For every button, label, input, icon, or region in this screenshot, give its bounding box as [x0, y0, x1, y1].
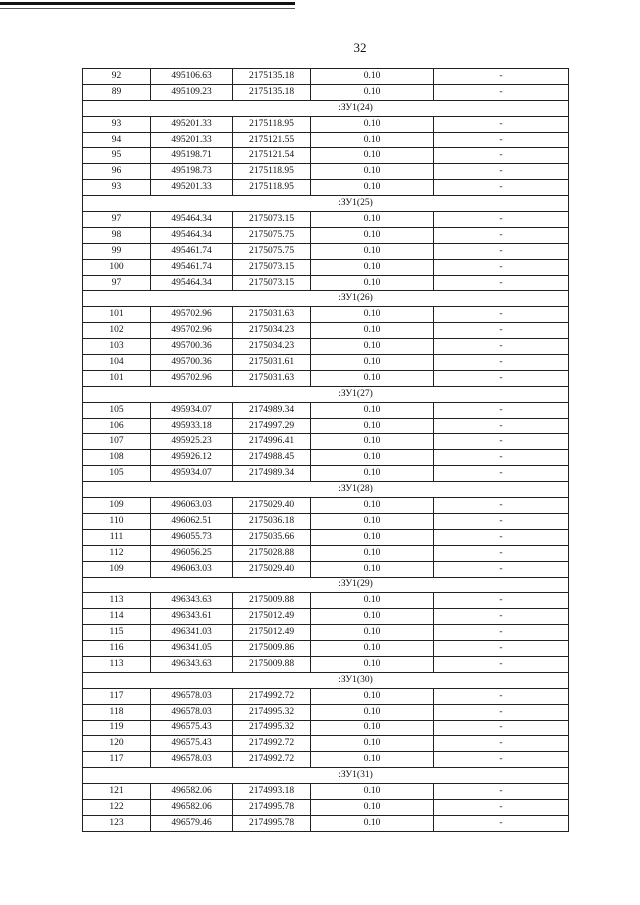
table-row	[83, 752, 569, 768]
header-rule	[0, 2, 295, 5]
accuracy-cell: 0.10	[311, 656, 434, 672]
y-coordinate-cell: 2175121.55	[233, 132, 311, 148]
point-number-cell: 101	[83, 370, 151, 386]
accuracy-cell: 0.10	[311, 513, 434, 529]
accuracy-cell: 0.10	[311, 132, 434, 148]
point-number-cell: 123	[83, 815, 151, 831]
x-coordinate-cell: 495934.07	[151, 466, 233, 482]
y-coordinate-cell: 2175031.63	[233, 370, 311, 386]
x-coordinate-cell: 495933.18	[151, 418, 233, 434]
y-coordinate-cell: 2175031.63	[233, 307, 311, 323]
y-coordinate-cell: 2175035.66	[233, 529, 311, 545]
y-coordinate-cell: 2174992.72	[233, 736, 311, 752]
point-number-cell: 112	[83, 545, 151, 561]
point-number-cell: 117	[83, 752, 151, 768]
x-coordinate-cell: 496341.05	[151, 641, 233, 657]
table-row	[83, 799, 569, 815]
note-cell: -	[434, 498, 569, 514]
y-coordinate-cell: 2175009.88	[233, 656, 311, 672]
section-label: :ЗУ1(29)	[83, 577, 569, 593]
table-row	[83, 736, 569, 752]
y-coordinate-cell: 2174996.41	[233, 434, 311, 450]
note-cell: -	[434, 402, 569, 418]
note-cell: -	[434, 688, 569, 704]
x-coordinate-cell: 495925.23	[151, 434, 233, 450]
point-number-cell: 95	[83, 148, 151, 164]
y-coordinate-cell: 2175118.95	[233, 164, 311, 180]
section-header-row	[83, 672, 569, 688]
x-coordinate-cell: 496578.03	[151, 752, 233, 768]
table-row	[83, 529, 569, 545]
note-cell: -	[434, 641, 569, 657]
note-cell: -	[434, 69, 569, 85]
y-coordinate-cell: 2175029.40	[233, 561, 311, 577]
x-coordinate-cell: 495198.71	[151, 148, 233, 164]
point-number-cell: 114	[83, 609, 151, 625]
note-cell: -	[434, 84, 569, 100]
table-row	[83, 84, 569, 100]
x-coordinate-cell: 496341.03	[151, 625, 233, 641]
point-number-cell: 96	[83, 164, 151, 180]
point-number-cell: 113	[83, 593, 151, 609]
note-cell: -	[434, 307, 569, 323]
table-row	[83, 561, 569, 577]
accuracy-cell: 0.10	[311, 545, 434, 561]
y-coordinate-cell: 2174988.45	[233, 450, 311, 466]
y-coordinate-cell: 2175009.88	[233, 593, 311, 609]
table-row	[83, 434, 569, 450]
note-cell: -	[434, 752, 569, 768]
point-number-cell: 99	[83, 243, 151, 259]
table-row	[83, 593, 569, 609]
table-row	[83, 720, 569, 736]
note-cell: -	[434, 116, 569, 132]
y-coordinate-cell: 2175118.95	[233, 116, 311, 132]
x-coordinate-cell: 495201.33	[151, 180, 233, 196]
point-number-cell: 107	[83, 434, 151, 450]
accuracy-cell: 0.10	[311, 370, 434, 386]
note-cell: -	[434, 243, 569, 259]
table-row	[83, 259, 569, 275]
point-number-cell: 120	[83, 736, 151, 752]
point-number-cell: 115	[83, 625, 151, 641]
y-coordinate-cell: 2175118.95	[233, 180, 311, 196]
note-cell: -	[434, 434, 569, 450]
x-coordinate-cell: 496063.03	[151, 561, 233, 577]
note-cell: -	[434, 466, 569, 482]
accuracy-cell: 0.10	[311, 355, 434, 371]
y-coordinate-cell: 2175135.18	[233, 84, 311, 100]
accuracy-cell: 0.10	[311, 307, 434, 323]
accuracy-cell: 0.10	[311, 116, 434, 132]
note-cell: -	[434, 784, 569, 800]
accuracy-cell: 0.10	[311, 688, 434, 704]
note-cell: -	[434, 212, 569, 228]
section-header-row	[83, 768, 569, 784]
y-coordinate-cell: 2175135.18	[233, 69, 311, 85]
point-number-cell: 93	[83, 180, 151, 196]
x-coordinate-cell: 496055.73	[151, 529, 233, 545]
y-coordinate-cell: 2175012.49	[233, 609, 311, 625]
note-cell: -	[434, 561, 569, 577]
y-coordinate-cell: 2175012.49	[233, 625, 311, 641]
y-coordinate-cell: 2175073.15	[233, 212, 311, 228]
point-number-cell: 109	[83, 498, 151, 514]
table-row	[83, 227, 569, 243]
accuracy-cell: 0.10	[311, 323, 434, 339]
accuracy-cell: 0.10	[311, 212, 434, 228]
note-cell: -	[434, 529, 569, 545]
note-cell: -	[434, 339, 569, 355]
table-row	[83, 180, 569, 196]
x-coordinate-cell: 495106.63	[151, 69, 233, 85]
y-coordinate-cell: 2175073.15	[233, 259, 311, 275]
accuracy-cell: 0.10	[311, 148, 434, 164]
y-coordinate-cell: 2175075.75	[233, 243, 311, 259]
y-coordinate-cell: 2175034.23	[233, 339, 311, 355]
accuracy-cell: 0.10	[311, 466, 434, 482]
accuracy-cell: 0.10	[311, 69, 434, 85]
y-coordinate-cell: 2175009.86	[233, 641, 311, 657]
point-number-cell: 102	[83, 323, 151, 339]
accuracy-cell: 0.10	[311, 736, 434, 752]
point-number-cell: 89	[83, 84, 151, 100]
section-header-row	[83, 482, 569, 498]
section-header-row	[83, 386, 569, 402]
coordinates-table	[82, 68, 569, 832]
note-cell: -	[434, 704, 569, 720]
x-coordinate-cell: 495201.33	[151, 116, 233, 132]
note-cell: -	[434, 656, 569, 672]
note-cell: -	[434, 625, 569, 641]
section-label: :ЗУ1(30)	[83, 672, 569, 688]
y-coordinate-cell: 2175073.15	[233, 275, 311, 291]
y-coordinate-cell: 2175121.54	[233, 148, 311, 164]
x-coordinate-cell: 496062.51	[151, 513, 233, 529]
table-row	[83, 609, 569, 625]
section-label: :ЗУ1(24)	[83, 100, 569, 116]
point-number-cell: 105	[83, 466, 151, 482]
table-row	[83, 704, 569, 720]
point-number-cell: 97	[83, 275, 151, 291]
table-row	[83, 132, 569, 148]
table-row	[83, 164, 569, 180]
x-coordinate-cell: 495109.23	[151, 84, 233, 100]
x-coordinate-cell: 495461.74	[151, 259, 233, 275]
x-coordinate-cell: 496343.63	[151, 656, 233, 672]
x-coordinate-cell: 496056.25	[151, 545, 233, 561]
point-number-cell: 100	[83, 259, 151, 275]
table-row	[83, 323, 569, 339]
accuracy-cell: 0.10	[311, 434, 434, 450]
x-coordinate-cell: 496575.43	[151, 736, 233, 752]
x-coordinate-cell: 495934.07	[151, 402, 233, 418]
x-coordinate-cell: 495702.96	[151, 307, 233, 323]
y-coordinate-cell: 2174989.34	[233, 466, 311, 482]
note-cell: -	[434, 180, 569, 196]
point-number-cell: 111	[83, 529, 151, 545]
table-row	[83, 212, 569, 228]
y-coordinate-cell: 2174992.72	[233, 688, 311, 704]
point-number-cell: 92	[83, 69, 151, 85]
table-row	[83, 688, 569, 704]
point-number-cell: 108	[83, 450, 151, 466]
section-header-row	[83, 196, 569, 212]
y-coordinate-cell: 2174995.32	[233, 720, 311, 736]
x-coordinate-cell: 496575.43	[151, 720, 233, 736]
point-number-cell: 98	[83, 227, 151, 243]
accuracy-cell: 0.10	[311, 799, 434, 815]
table-row	[83, 656, 569, 672]
point-number-cell: 116	[83, 641, 151, 657]
point-number-cell: 105	[83, 402, 151, 418]
x-coordinate-cell: 496063.03	[151, 498, 233, 514]
point-number-cell: 110	[83, 513, 151, 529]
coordinates-table-body	[83, 69, 569, 832]
table-row	[83, 418, 569, 434]
x-coordinate-cell: 495926.12	[151, 450, 233, 466]
note-cell: -	[434, 370, 569, 386]
accuracy-cell: 0.10	[311, 498, 434, 514]
point-number-cell: 119	[83, 720, 151, 736]
y-coordinate-cell: 2175036.18	[233, 513, 311, 529]
table-row	[83, 339, 569, 355]
y-coordinate-cell: 2174995.32	[233, 704, 311, 720]
accuracy-cell: 0.10	[311, 815, 434, 831]
note-cell: -	[434, 720, 569, 736]
x-coordinate-cell: 495464.34	[151, 275, 233, 291]
x-coordinate-cell: 495700.36	[151, 355, 233, 371]
note-cell: -	[434, 815, 569, 831]
page-number: 32	[353, 40, 367, 55]
note-cell: -	[434, 148, 569, 164]
x-coordinate-cell: 495702.96	[151, 370, 233, 386]
accuracy-cell: 0.10	[311, 418, 434, 434]
table-row	[83, 69, 569, 85]
table-row	[83, 370, 569, 386]
point-number-cell: 93	[83, 116, 151, 132]
x-coordinate-cell: 496579.46	[151, 815, 233, 831]
table-row	[83, 513, 569, 529]
accuracy-cell: 0.10	[311, 641, 434, 657]
note-cell: -	[434, 227, 569, 243]
point-number-cell: 118	[83, 704, 151, 720]
table-row	[83, 466, 569, 482]
accuracy-cell: 0.10	[311, 593, 434, 609]
table-row	[83, 243, 569, 259]
x-coordinate-cell: 496343.63	[151, 593, 233, 609]
accuracy-cell: 0.10	[311, 259, 434, 275]
section-label: :ЗУ1(25)	[83, 196, 569, 212]
x-coordinate-cell: 496578.03	[151, 688, 233, 704]
section-header-row	[83, 291, 569, 307]
point-number-cell: 109	[83, 561, 151, 577]
section-label: :ЗУ1(28)	[83, 482, 569, 498]
section-header-row	[83, 100, 569, 116]
point-number-cell: 94	[83, 132, 151, 148]
note-cell: -	[434, 259, 569, 275]
x-coordinate-cell: 495461.74	[151, 243, 233, 259]
x-coordinate-cell: 495702.96	[151, 323, 233, 339]
accuracy-cell: 0.10	[311, 339, 434, 355]
y-coordinate-cell: 2175029.40	[233, 498, 311, 514]
accuracy-cell: 0.10	[311, 704, 434, 720]
point-number-cell: 97	[83, 212, 151, 228]
table-row	[83, 307, 569, 323]
x-coordinate-cell: 496582.06	[151, 799, 233, 815]
y-coordinate-cell: 2174989.34	[233, 402, 311, 418]
y-coordinate-cell: 2174995.78	[233, 815, 311, 831]
note-cell: -	[434, 799, 569, 815]
y-coordinate-cell: 2174995.78	[233, 799, 311, 815]
note-cell: -	[434, 164, 569, 180]
note-cell: -	[434, 450, 569, 466]
x-coordinate-cell: 495198.73	[151, 164, 233, 180]
section-label: :ЗУ1(31)	[83, 768, 569, 784]
table-row	[83, 498, 569, 514]
x-coordinate-cell: 496582.06	[151, 784, 233, 800]
accuracy-cell: 0.10	[311, 752, 434, 768]
header-rule-thin	[0, 8, 295, 9]
table-row	[83, 784, 569, 800]
accuracy-cell: 0.10	[311, 164, 434, 180]
point-number-cell: 104	[83, 355, 151, 371]
table-row	[83, 148, 569, 164]
y-coordinate-cell: 2174997.29	[233, 418, 311, 434]
table-row	[83, 275, 569, 291]
section-label: :ЗУ1(27)	[83, 386, 569, 402]
table-row	[83, 545, 569, 561]
y-coordinate-cell: 2175031.61	[233, 355, 311, 371]
point-number-cell: 121	[83, 784, 151, 800]
accuracy-cell: 0.10	[311, 720, 434, 736]
note-cell: -	[434, 513, 569, 529]
x-coordinate-cell: 496578.03	[151, 704, 233, 720]
note-cell: -	[434, 593, 569, 609]
note-cell: -	[434, 418, 569, 434]
section-header-row	[83, 577, 569, 593]
point-number-cell: 103	[83, 339, 151, 355]
x-coordinate-cell: 495700.36	[151, 339, 233, 355]
accuracy-cell: 0.10	[311, 402, 434, 418]
x-coordinate-cell: 496343.61	[151, 609, 233, 625]
accuracy-cell: 0.10	[311, 275, 434, 291]
y-coordinate-cell: 2175075.75	[233, 227, 311, 243]
accuracy-cell: 0.10	[311, 84, 434, 100]
accuracy-cell: 0.10	[311, 625, 434, 641]
accuracy-cell: 0.10	[311, 529, 434, 545]
table-row	[83, 116, 569, 132]
note-cell: -	[434, 323, 569, 339]
y-coordinate-cell: 2175028.88	[233, 545, 311, 561]
note-cell: -	[434, 609, 569, 625]
table-row	[83, 641, 569, 657]
point-number-cell: 117	[83, 688, 151, 704]
accuracy-cell: 0.10	[311, 609, 434, 625]
note-cell: -	[434, 545, 569, 561]
point-number-cell: 106	[83, 418, 151, 434]
x-coordinate-cell: 495201.33	[151, 132, 233, 148]
note-cell: -	[434, 355, 569, 371]
table-row	[83, 815, 569, 831]
note-cell: -	[434, 132, 569, 148]
section-label: :ЗУ1(26)	[83, 291, 569, 307]
y-coordinate-cell: 2174993.18	[233, 784, 311, 800]
y-coordinate-cell: 2175034.23	[233, 323, 311, 339]
accuracy-cell: 0.10	[311, 180, 434, 196]
note-cell: -	[434, 275, 569, 291]
accuracy-cell: 0.10	[311, 243, 434, 259]
note-cell: -	[434, 736, 569, 752]
point-number-cell: 122	[83, 799, 151, 815]
accuracy-cell: 0.10	[311, 450, 434, 466]
point-number-cell: 101	[83, 307, 151, 323]
x-coordinate-cell: 495464.34	[151, 227, 233, 243]
table-row	[83, 625, 569, 641]
point-number-cell: 113	[83, 656, 151, 672]
table-row	[83, 450, 569, 466]
accuracy-cell: 0.10	[311, 561, 434, 577]
y-coordinate-cell: 2174992.72	[233, 752, 311, 768]
x-coordinate-cell: 495464.34	[151, 212, 233, 228]
accuracy-cell: 0.10	[311, 784, 434, 800]
table-row	[83, 402, 569, 418]
accuracy-cell: 0.10	[311, 227, 434, 243]
table-row	[83, 355, 569, 371]
